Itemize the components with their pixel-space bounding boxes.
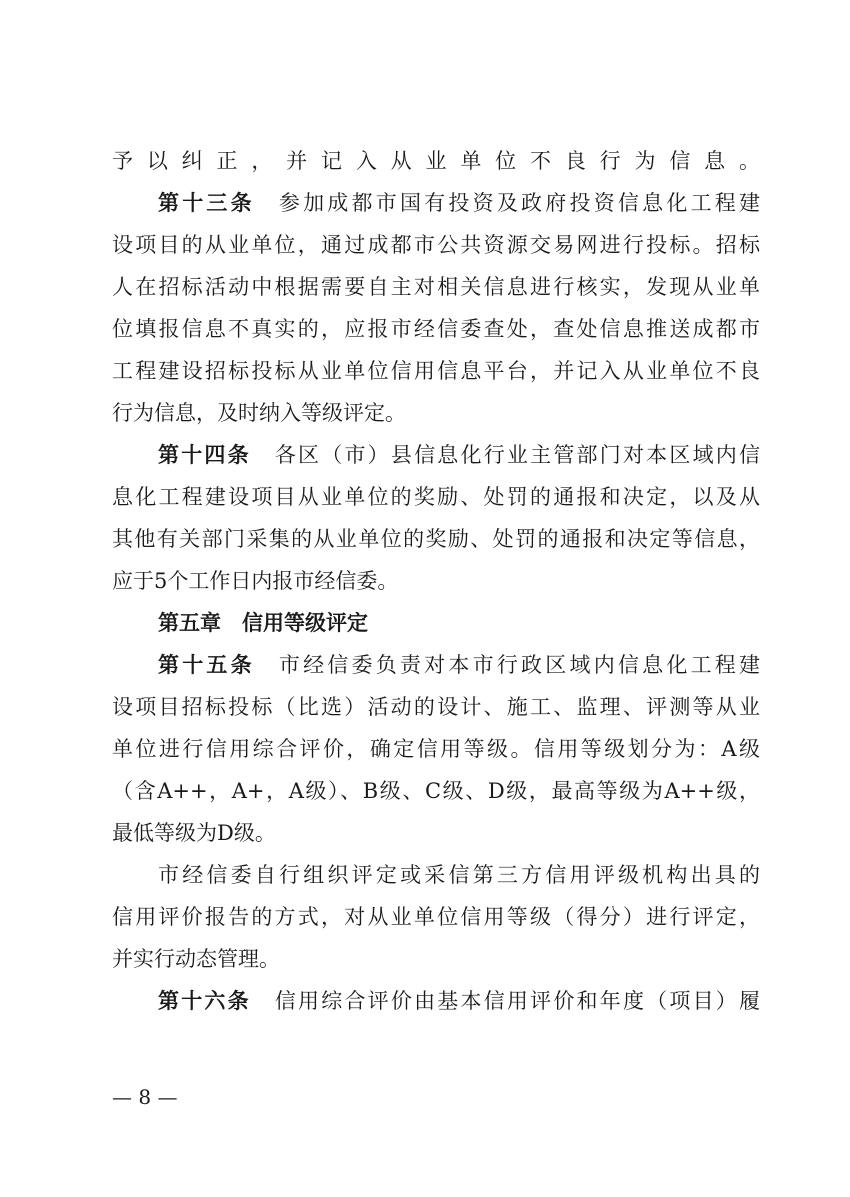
paragraph-text: 各区（市）县信息化行业主管部门对本区域内信	[274, 443, 761, 467]
chapter-heading: 第五章 信用等级评定	[158, 611, 368, 635]
paragraph-line: 单位进行信用综合评价，确定信用等级。信用等级划分为：A级	[112, 737, 760, 761]
article-15-line	[112, 644, 760, 686]
paragraph-line: 行为信息，及时纳入等级评定。	[112, 401, 406, 425]
paragraph-line: 位填报信息不真实的，应报市经信委查处，查处信息推送成都市	[112, 317, 760, 341]
document-body	[112, 140, 760, 1022]
paragraph-line: 息化工程建设项目从业单位的奖励、处罚的通报和决定，以及从	[112, 485, 760, 509]
article-number: 第十三条	[158, 191, 255, 215]
paragraph-line: 工程建设招标投标从业单位信用信息平台，并记入从业单位不良	[112, 359, 760, 383]
article-number: 第十五条	[158, 653, 255, 677]
paragraph-line: 并实行动态管理。	[112, 947, 280, 971]
paragraph-text: 参加成都市国有投资及政府投资信息化工程建	[278, 191, 761, 215]
paragraph-line: 最低等级为D级。	[112, 821, 276, 845]
paragraph-text: 市经信委负责对本市行政区域内信息化工程建	[278, 653, 761, 677]
paragraph-line: 市经信委自行组织评定或采信第三方信用评级机构出具的	[158, 863, 760, 887]
article-number: 第十六条	[158, 989, 251, 1013]
page-number: — 8 —	[112, 1085, 178, 1109]
paragraph-text: 信用综合评价由基本信用评价和年度（项目）履	[274, 989, 761, 1013]
paragraph-line: 其他有关部门采集的从业单位的奖励、处罚的通报和决定等信息，	[112, 527, 760, 551]
paragraph-line: 设项目招标投标（比选）活动的设计、施工、监理、评测等从业	[112, 695, 760, 719]
article-13-line	[112, 182, 760, 224]
paragraph-line: 应于5个工作日内报市经信委。	[112, 569, 399, 593]
paragraph-line: （含A++，A+，A级）、B级、C级、D级，最高等级为A++级，	[112, 779, 760, 803]
article-14-line	[112, 434, 760, 476]
article-16-line	[112, 980, 760, 1022]
article-number: 第十四条	[158, 443, 251, 467]
paragraph-line: 设项目的从业单位，通过成都市公共资源交易网进行投标。招标	[112, 233, 760, 257]
paragraph-line: 人在招标活动中根据需要自主对相关信息进行核实，发现从业单	[112, 275, 760, 299]
paragraph-line: 信用评价报告的方式，对从业单位信用等级（得分）进行评定，	[112, 905, 760, 929]
paragraph-line: 予以纠正，并记入从业单位不良行为信息。	[112, 149, 760, 173]
